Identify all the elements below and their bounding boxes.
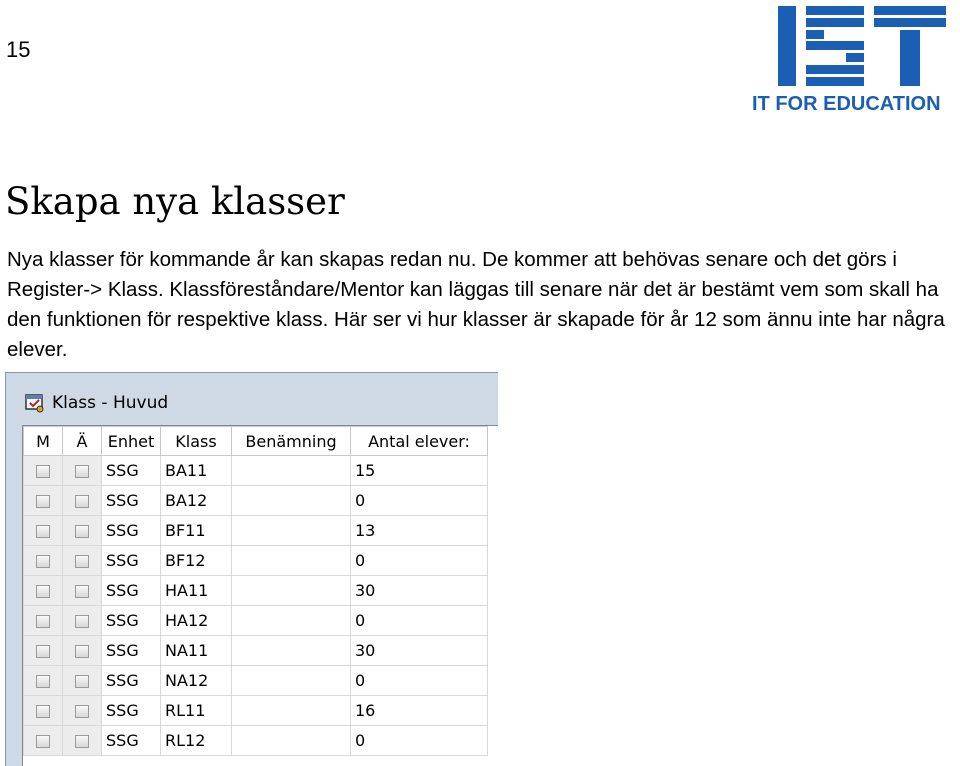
table-row[interactable] bbox=[24, 726, 488, 756]
benamning-cell[interactable] bbox=[232, 696, 351, 726]
table-header-row bbox=[24, 427, 488, 456]
m-checkbox-cell[interactable] bbox=[24, 486, 63, 516]
enhet-cell[interactable]: SSG bbox=[102, 516, 161, 546]
a-checkbox[interactable] bbox=[75, 555, 89, 568]
a-checkbox-cell[interactable] bbox=[63, 696, 102, 726]
m-checkbox[interactable] bbox=[36, 615, 50, 628]
klass-cell[interactable]: BF12 bbox=[161, 546, 232, 576]
window-titlebar bbox=[24, 388, 494, 418]
antal-elever-cell[interactable]: 13 bbox=[351, 516, 488, 546]
antal-elever-cell[interactable]: 0 bbox=[351, 666, 488, 696]
klass-table bbox=[23, 426, 488, 756]
m-checkbox-cell[interactable] bbox=[24, 546, 63, 576]
klass-grid bbox=[22, 425, 498, 766]
a-checkbox[interactable] bbox=[75, 495, 89, 508]
enhet-cell[interactable]: SSG bbox=[102, 726, 161, 756]
klass-cell[interactable]: RL11 bbox=[161, 696, 232, 726]
klass-cell[interactable]: HA11 bbox=[161, 576, 232, 606]
enhet-cell[interactable]: SSG bbox=[102, 456, 161, 486]
m-checkbox-cell[interactable] bbox=[24, 576, 63, 606]
table-row[interactable] bbox=[24, 456, 488, 486]
a-checkbox-cell[interactable] bbox=[63, 636, 102, 666]
table-row[interactable] bbox=[24, 576, 488, 606]
m-checkbox[interactable] bbox=[36, 675, 50, 688]
klass-cell[interactable]: BF11 bbox=[161, 516, 232, 546]
table-row[interactable] bbox=[24, 486, 488, 516]
page-number: 15 bbox=[6, 37, 31, 62]
column-header-enhet[interactable]: Enhet bbox=[102, 427, 161, 456]
a-checkbox-cell[interactable] bbox=[63, 666, 102, 696]
antal-elever-cell[interactable]: 15 bbox=[351, 456, 488, 486]
klass-cell[interactable]: NA12 bbox=[161, 666, 232, 696]
benamning-cell[interactable] bbox=[232, 546, 351, 576]
column-header-m[interactable]: M bbox=[24, 427, 63, 456]
a-checkbox[interactable] bbox=[75, 735, 89, 748]
a-checkbox[interactable] bbox=[75, 675, 89, 688]
table-row[interactable] bbox=[24, 666, 488, 696]
a-checkbox[interactable] bbox=[75, 525, 89, 538]
antal-elever-cell[interactable]: 0 bbox=[351, 486, 488, 516]
m-checkbox[interactable] bbox=[36, 495, 50, 508]
a-checkbox-cell[interactable] bbox=[63, 576, 102, 606]
window-title: Klass - Huvud bbox=[52, 393, 169, 413]
ist-logo bbox=[752, 6, 954, 118]
a-checkbox[interactable] bbox=[75, 465, 89, 478]
benamning-cell[interactable] bbox=[232, 576, 351, 606]
klass-cell[interactable]: BA11 bbox=[161, 456, 232, 486]
benamning-cell[interactable] bbox=[232, 516, 351, 546]
table-row[interactable] bbox=[24, 636, 488, 666]
antal-elever-cell[interactable]: 30 bbox=[351, 636, 488, 666]
enhet-cell[interactable]: SSG bbox=[102, 696, 161, 726]
a-checkbox[interactable] bbox=[75, 645, 89, 658]
m-checkbox[interactable] bbox=[36, 735, 50, 748]
table-row[interactable] bbox=[24, 606, 488, 636]
antal-elever-cell[interactable]: 0 bbox=[351, 606, 488, 636]
a-checkbox[interactable] bbox=[75, 705, 89, 718]
klass-huvud-window bbox=[5, 372, 498, 766]
antal-elever-cell[interactable]: 0 bbox=[351, 546, 488, 576]
m-checkbox-cell[interactable] bbox=[24, 636, 63, 666]
table-row[interactable] bbox=[24, 546, 488, 576]
klass-cell[interactable]: BA12 bbox=[161, 486, 232, 516]
enhet-cell[interactable]: SSG bbox=[102, 576, 161, 606]
page-title: Skapa nya klasser bbox=[5, 180, 345, 223]
klass-cell[interactable]: HA12 bbox=[161, 606, 232, 636]
antal-elever-cell[interactable]: 30 bbox=[351, 576, 488, 606]
antal-elever-cell[interactable]: 16 bbox=[351, 696, 488, 726]
m-checkbox-cell[interactable] bbox=[24, 726, 63, 756]
benamning-cell[interactable] bbox=[232, 456, 351, 486]
enhet-cell[interactable]: SSG bbox=[102, 666, 161, 696]
m-checkbox[interactable] bbox=[36, 585, 50, 598]
m-checkbox[interactable] bbox=[36, 705, 50, 718]
benamning-cell[interactable] bbox=[232, 666, 351, 696]
a-checkbox-cell[interactable] bbox=[63, 546, 102, 576]
a-checkbox-cell[interactable] bbox=[63, 606, 102, 636]
benamning-cell[interactable] bbox=[232, 606, 351, 636]
m-checkbox-cell[interactable] bbox=[24, 666, 63, 696]
m-checkbox-cell[interactable] bbox=[24, 696, 63, 726]
ist-wordmark-logo bbox=[778, 6, 946, 86]
benamning-cell[interactable] bbox=[232, 726, 351, 756]
column-header-klass[interactable]: Klass bbox=[161, 427, 232, 456]
m-checkbox[interactable] bbox=[36, 645, 50, 658]
a-checkbox[interactable] bbox=[75, 585, 89, 598]
a-checkbox-cell[interactable] bbox=[63, 726, 102, 756]
a-checkbox-cell[interactable] bbox=[63, 516, 102, 546]
logo-tagline: IT FOR EDUCATION bbox=[752, 93, 941, 115]
antal-elever-cell[interactable]: 0 bbox=[351, 726, 488, 756]
a-checkbox-cell[interactable] bbox=[63, 456, 102, 486]
enhet-cell[interactable]: SSG bbox=[102, 606, 161, 636]
enhet-cell[interactable]: SSG bbox=[102, 486, 161, 516]
table-row[interactable] bbox=[24, 696, 488, 726]
m-checkbox-cell[interactable] bbox=[24, 606, 63, 636]
m-checkbox-cell[interactable] bbox=[24, 516, 63, 546]
m-checkbox-cell[interactable] bbox=[24, 456, 63, 486]
column-header-a[interactable]: Ä bbox=[63, 427, 102, 456]
body-paragraph: Nya klasser för kommande år kan skapas redan nu. De kommer att behövas senare och det görs i Register-> Klass. Klassföreståndare/Mentor kan läggas till senare när det är bestämt vem som skall ha den funktionen för respektive klass. Här ser vi hur klasser är skapade för år 12 som ännu inte har några elever. bbox=[7, 248, 945, 361]
column-header-antal-elever[interactable]: Antal elever: bbox=[351, 427, 488, 456]
benamning-cell[interactable] bbox=[232, 636, 351, 666]
enhet-cell[interactable]: SSG bbox=[102, 546, 161, 576]
m-checkbox[interactable] bbox=[36, 555, 50, 568]
m-checkbox[interactable] bbox=[36, 465, 50, 478]
m-checkbox[interactable] bbox=[36, 525, 50, 538]
enhet-cell[interactable]: SSG bbox=[102, 636, 161, 666]
table-row[interactable] bbox=[24, 516, 488, 546]
column-header-benamning[interactable]: Benämning bbox=[232, 427, 351, 456]
window-app-icon bbox=[24, 392, 46, 414]
a-checkbox-cell[interactable] bbox=[63, 486, 102, 516]
benamning-cell[interactable] bbox=[232, 486, 351, 516]
klass-cell[interactable]: RL12 bbox=[161, 726, 232, 756]
klass-cell[interactable]: NA11 bbox=[161, 636, 232, 666]
a-checkbox[interactable] bbox=[75, 615, 89, 628]
